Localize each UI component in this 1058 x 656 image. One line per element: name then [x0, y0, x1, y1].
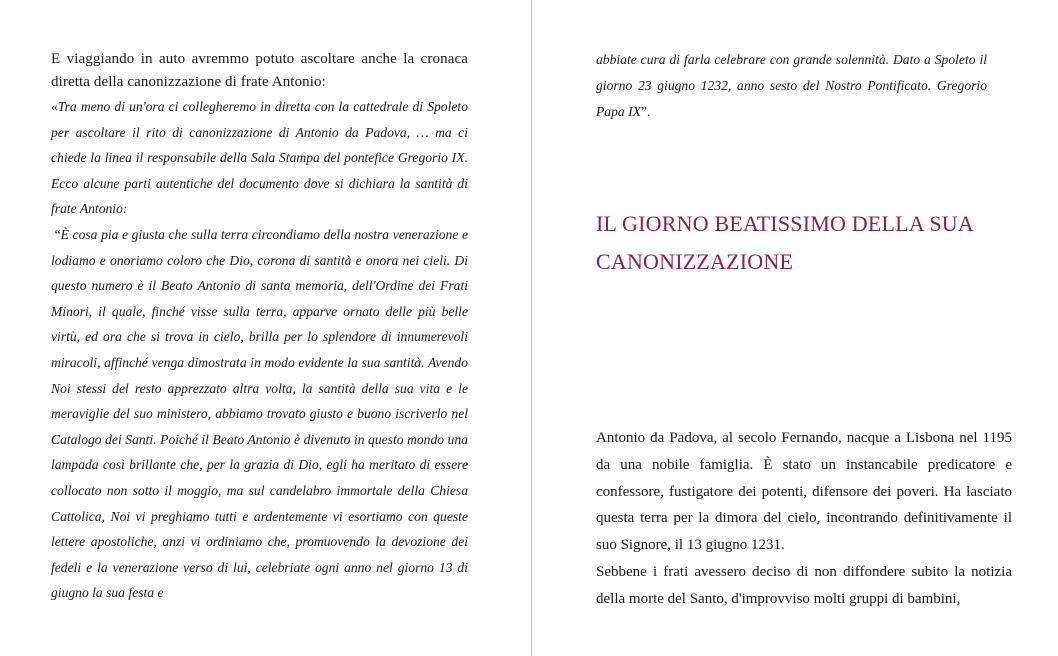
papal-bull-continuation	[596, 47, 987, 125]
quote-open-mark: “	[54, 226, 61, 242]
body-paragraph-1: Antonio da Padova, al secolo Fernando, nacque a Lisbona nel 1195 da una nobile famiglia. È stato un instancabile predicatore e confessore, fustigatore dei potenti, difensore dei poveri. Ha lasciato questa terra per la dimora del cielo, incontrando definitivamente il suo Signore, il 13 giugno 1231.	[596, 430, 1012, 554]
left-page-text	[51, 48, 468, 606]
quote-close-mark: ”.	[640, 104, 651, 119]
papal-bull-quote	[51, 222, 468, 606]
papal-bull-text: È cosa pia e giusta che sulla terra circondiamo della nostra venerazione e lodiamo e onoriamo coloro che Dio, corona di santità e onora nei cieli. Di questo numero è il Beato Antonio di santa memoria, dell'Ordine dei Frati Minori, il quale, finché visse sulla terra, apparve ornato delle più belle virtù, ed ora che si trova in cielo, brilla per lo splendore di innumerevoli miracoli, affinché venga dimostrata in modo evidente la sua santità. Avendo Noi stessi del resto apprezzato altra volta, la santità della sua vita e le meraviglie del suo ministero, abbiamo trovato giusto e buono iscriverlo nel Catalogo dei Santi. Poiché il Beato Antonio è divenuto in questo mondo una lampada così brillante che, per la grazia di Dio, egli ha meritato di essere collocato non sotto il moggio, ma sul candelabro immortale della Chiesa Cattolica, Noi vi preghiamo tutti e ardentemente vi esortiamo con queste lettere apostoliche, anzi vi ordiniamo che, promuovendo la devozione dei fedeli e la venerazione verso di lui, celebriate ogni anno nel giorno 13 di giugno la sua festa e	[51, 226, 468, 601]
right-body-text	[596, 425, 1012, 613]
page-divider	[531, 0, 532, 656]
intro-paragraph: E viaggiando in auto avremmo potuto ascoltare anche la cronaca diretta della canonizzazione di frate Antonio:	[51, 51, 468, 90]
body-paragraph-2: Sebbene i frati avessero deciso di non diffondere subito la notizia della morte del Santo, d'improvviso molti gruppi di bambini,	[596, 563, 1012, 607]
papal-bull-continuation-text: abbiate cura di farla celebrare con grande solennità. Dato a Spoleto il giorno 23 giugno 1232, anno sesto del Nostro Pontificato. Gregorio Papa IX	[596, 52, 987, 119]
bull-continuation-block	[596, 47, 987, 125]
guillemet-open: «	[51, 99, 58, 114]
broadcast-quote	[51, 94, 468, 222]
right-page	[533, 0, 1058, 656]
section-heading: IL GIORNO BEATISSIMO DELLA SUA CANONIZZAZIONE	[596, 211, 973, 274]
broadcast-quote-text: Tra meno di un'ora ci collegheremo in diretta con la cattedrale di Spoleto per ascoltare il rito di canonizzazione di Antonio da Padova, … ma ci chiede la linea il responsabile della Sala Stampa del pontefice Gregorio IX. Ecco alcune parti autentiche del documento dove si dichiara la santità di frate Antonio:	[51, 99, 468, 217]
